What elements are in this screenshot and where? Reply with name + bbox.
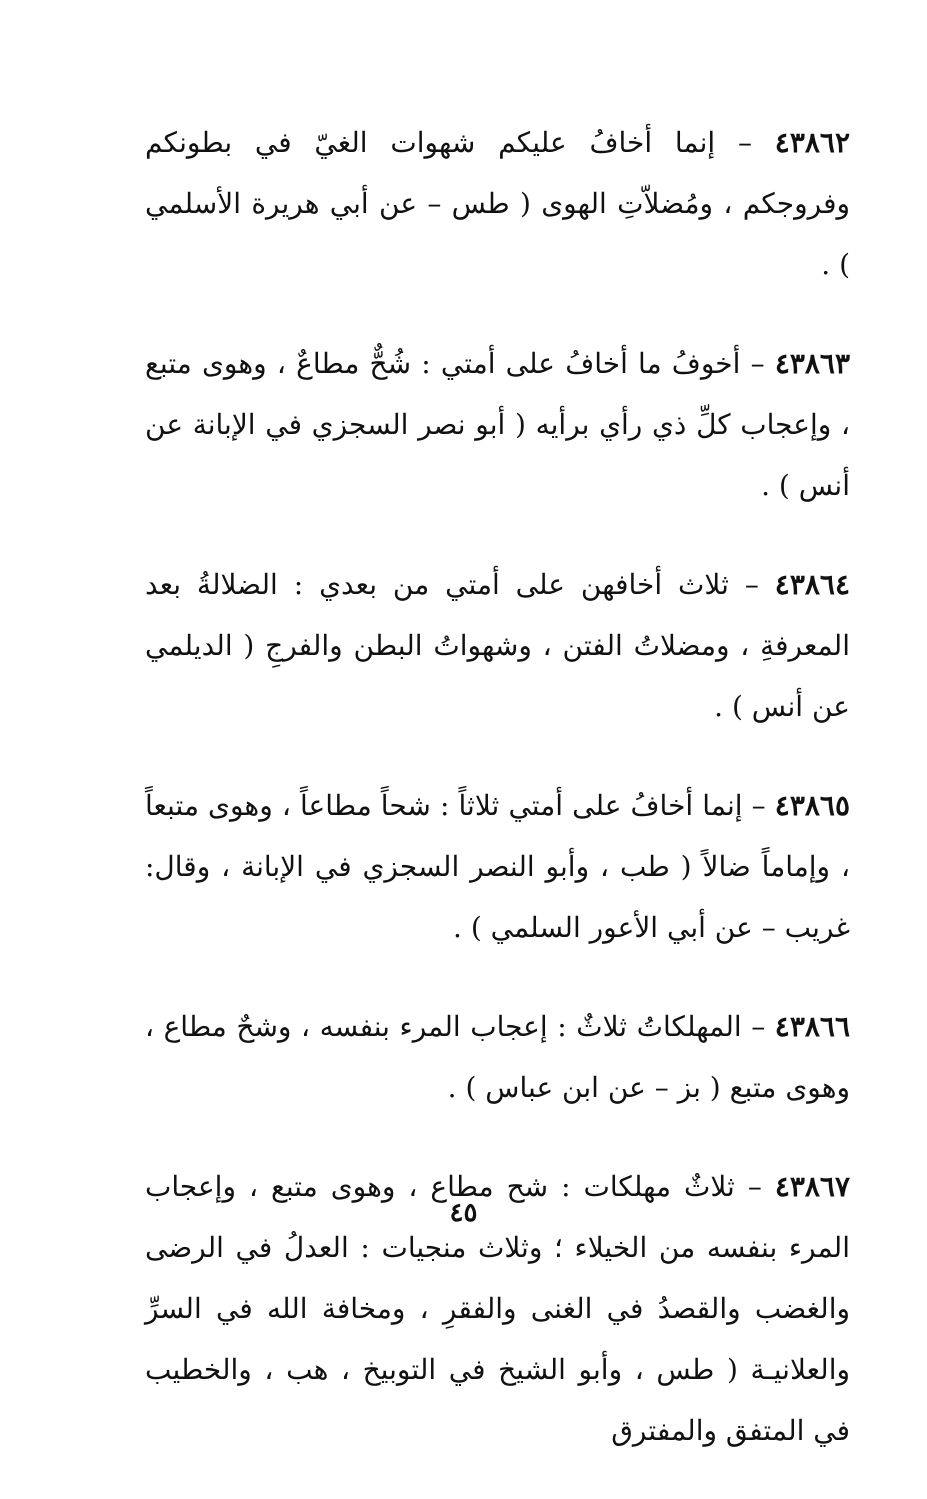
- hadith-text-column: [145, 112, 850, 1499]
- hadith-entry-43864: [145, 554, 850, 737]
- hadith-text: – ثلاثٌ مهلكات : شح مطاع ، وهوى متبع ، وإعجاب المرء بنفسه من الخيلاء ؛ وثلاث منجيات : العدلُ في الرضى والغضب والقصدُ في الغنى والفقرِ ، ومخافة الله في السرِّ والعلانيـة ( طس ، وأبو الشيخ في التوبيخ ، هب ، والخطيب في المتفق والمفترق: [145, 1170, 850, 1447]
- hadith-text: – المهلكاتُ ثلاثٌ : إعجاب المرء بنفسه ، وشحٌ مطاع ، وهوى متبع ( بز – عن ابن عباس ) .: [145, 1010, 850, 1104]
- hadith-entry-43866: [145, 996, 850, 1118]
- hadith-number: ٤٣٨٦٤: [774, 568, 850, 601]
- hadith-number: ٤٣٨٦٢: [774, 126, 850, 159]
- hadith-entry-43865: [145, 775, 850, 958]
- hadith-number: ٤٣٨٦٣: [774, 347, 851, 380]
- hadith-text: – أخوفُ ما أخافُ على أمتي : شُحٌّ مطاعٌ ، وهوى متبع ، وإعجاب كلِّ ذي رأي برأيه ( أبو نصر السجزي في الإبانة عن أنس ) .: [145, 347, 850, 502]
- hadith-text: – إنما أخافُ على أمتي ثلاثاً : شحاً مطاعاً ، وهوى متبعاً ، وإماماً ضالاً ( طب ، وأبو النصر السجزي في الإبانة ، وقال: غريب – عن أبي الأعور السلمي ) .: [145, 789, 850, 944]
- hadith-number: ٤٣٨٦٦: [774, 1010, 850, 1043]
- page-number: ٤٥: [449, 1198, 478, 1228]
- hadith-number: ٤٣٨٦٥: [774, 789, 850, 822]
- hadith-entry-43862: [145, 112, 850, 295]
- hadith-text: – ثلاث أخافهن على أمتي من بعدي : الضلالةُ بعد المعرفةِ ، ومضلاتُ الفتن ، وشهواتُ البطن والفرجِ ( الديلمي عن أنس ) .: [145, 568, 850, 723]
- hadith-text: – إنما أخافُ عليكم شهوات الغيّ في بطونكم وفروجكم ، ومُضلاّتِ الهوى ( طس – عن أبي هريرة الأسلمي ) .: [145, 126, 850, 281]
- hadith-entry-43863: [145, 333, 850, 516]
- hadith-number: ٤٣٨٦٧: [774, 1170, 851, 1203]
